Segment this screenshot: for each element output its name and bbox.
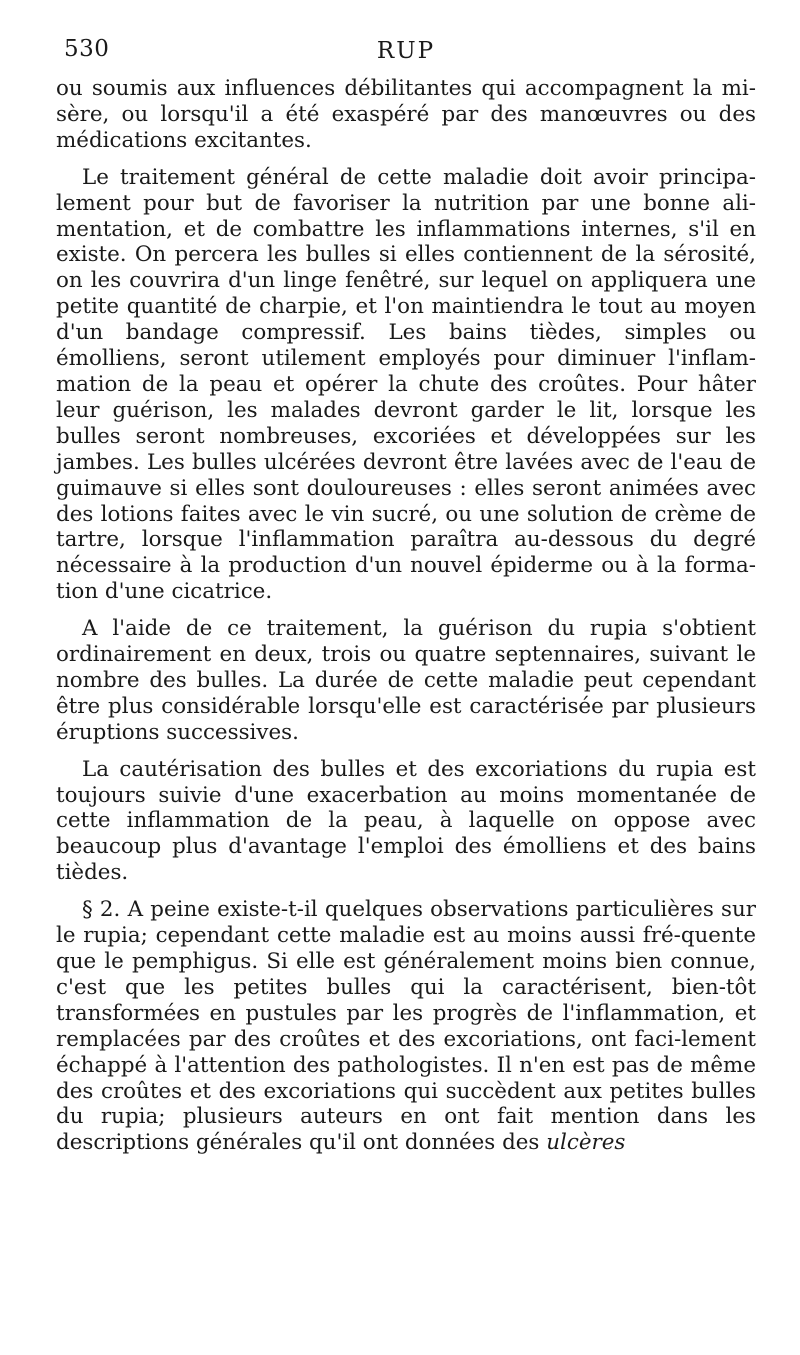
paragraph-cauterization: La cautérisation des bulles et des excoriations du rupia est toujours suivie d'une exacerbation au moins momentanée de cette inflammation de la peau, à laquelle on oppose avec beaucoup plus d'avantage l'emploi des émolliens et des bains tièdes. <box>56 756 756 886</box>
paragraph-section-2 <box>56 897 756 1156</box>
book-page <box>56 30 756 1340</box>
paragraph-continued: ou soumis aux influences débilitantes qui accompagnent la mi-sère, ou lorsqu'il a été exaspéré par des manœuvres ou des médications excitantes. <box>56 76 756 153</box>
paragraph-treatment: Le traitement général de cette maladie doit avoir principa-lement pour but de favoriser la nutrition par une bonne ali-mentation, et de combattre les inflammations internes, s'il en existe. On percera les bulles si elles contiennent de la sérosité, on les couvrira d'un linge fenêtré, sur lequel on appliquera une petite quantité de charpie, et l'on maintiendra le tout au moyen d'un bandage compressif. Les bains tièdes, simples ou émolliens, seront utilement employés pour diminuer l'inflam-mation de la peau et opérer la chute des croûtes. Pour hâter leur guérison, les malades devront garder le lit, lorsque les bulles seront nombreuses, excoriées et développées sur les jambes. Les bulles ulcérées devront être lavées avec de l'eau de guimauve si elles sont douloureuses : elles seront animées avec des lotions faites avec le vin sucré, ou une solution de crème de tartre, lorsque l'inflammation paraîtra au-dessous du degré nécessaire à la production d'un nouvel épiderme ou à la forma-tion d'une cicatrice. <box>56 164 756 605</box>
page-number: 530 <box>64 36 110 62</box>
section-number: § 2. <box>82 897 121 923</box>
section-2-text: A peine existe-t-il quelques observations particulières sur le rupia; cependant cette maladie est au moins aussi fré-quente que le pemphigus. Si elle est généralement moins bien connue, c'est que les petites bulles qui la caractérisent, bien-tôt transformées en pustules par les progrès de l'inflammation, et remplacées par des croûtes et des excoriations, ont faci-lement échappé à l'attention des pathologistes. Il n'en est pas de même des croûtes et des excoriations qui succèdent aux petites bulles du rupia; plusieurs auteurs en ont fait mention dans les descriptions générales qu'il ont données des <box>56 897 756 1156</box>
running-head: RUP <box>376 38 436 64</box>
paragraph-healing-duration: A l'aide de ce traitement, la guérison du rupia s'obtient ordinairement en deux, trois ou quatre septennaires, suivant le nombre des bulles. La durée de cette maladie peut cependant être plus considérable lorsqu'elle est caractérisée par plusieurs éruptions successives. <box>56 616 756 745</box>
page-header <box>56 30 756 68</box>
italic-term: ulcères <box>546 1130 626 1156</box>
